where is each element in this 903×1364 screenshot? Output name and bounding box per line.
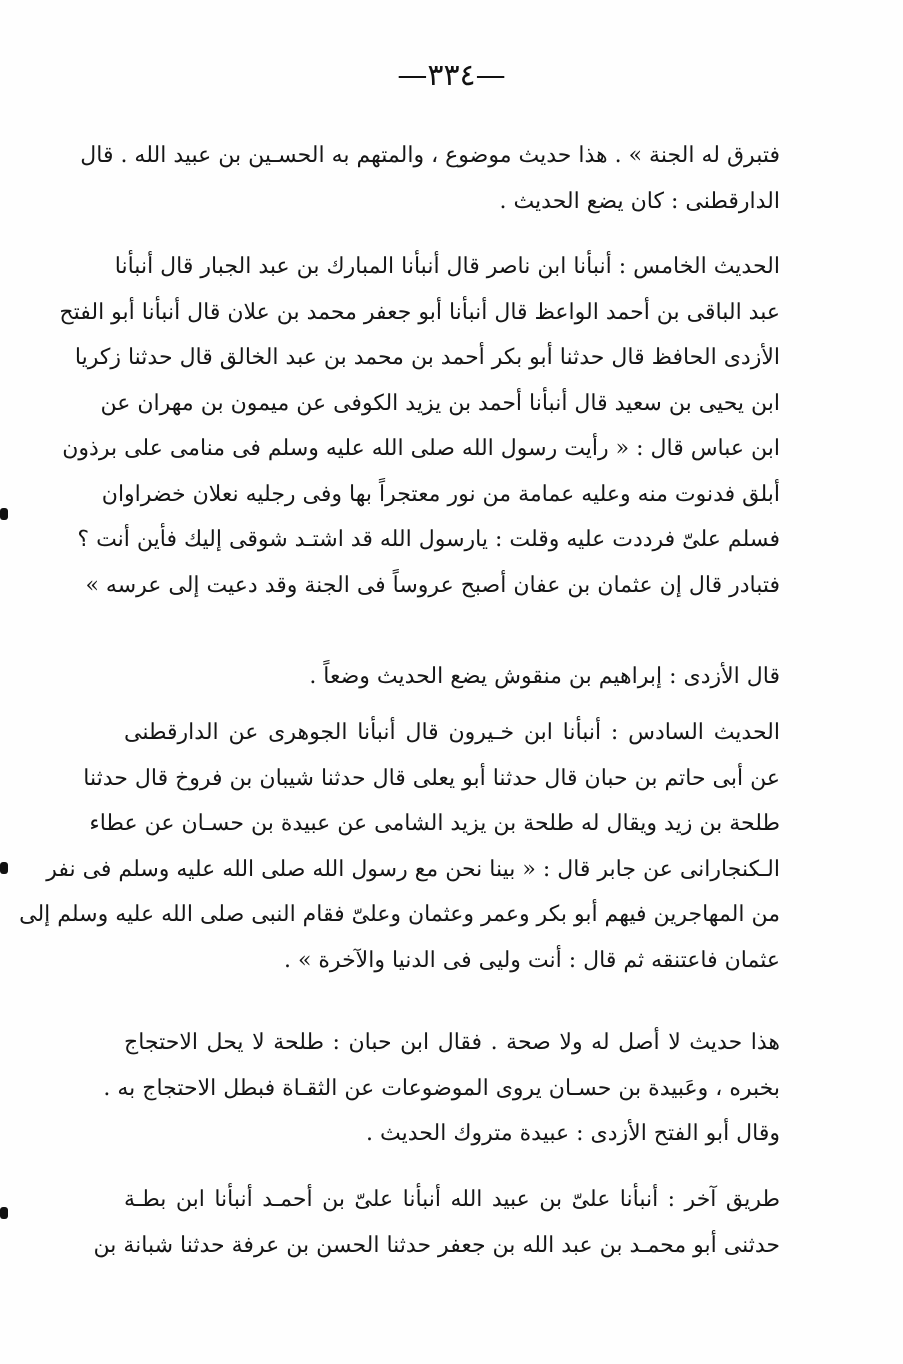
text-line: فتبرق له الجنة » . هذا حديث موضوع ، والمتهم به الحسـين بن عبيد الله . قال bbox=[80, 143, 780, 168]
page-number: —٣٣٤— bbox=[397, 58, 506, 93]
text-line: الحديث الخامس : أنبأنا ابن ناصر قال أنبأنا المبارك بن عبد الجبار قال أنبأنا bbox=[114, 254, 780, 279]
text-line: ابن يحيى بن سعيد قال أنبأنا أحمد بن يزيد الكوفى عن ميمون بن مهران عن bbox=[100, 390, 780, 416]
text-line: قال الأزدى : إبراهيم بن منقوش يضع الحديث وضعاً . bbox=[309, 664, 780, 689]
text-line: ابن عباس قال : « رأيت رسول الله صلى الله عليه وسلم فى منامى على برذون bbox=[62, 436, 780, 461]
text-line: من المهاجرين فيهم أبو بكر وعمر وعثمان وعلىّ فقام النبى صلى الله عليه وسلم إلى bbox=[19, 902, 780, 927]
paragraph-1 bbox=[80, 133, 780, 224]
paragraph-4 bbox=[19, 710, 780, 983]
text-line: وقال أبو الفتح الأزدى : عبيدة متروك الحديث . bbox=[366, 1121, 780, 1146]
text-line: الدارقطنى : كان يضع الحديث . bbox=[499, 188, 780, 214]
text-line: هذا حديث لا أصل له ولا صحة . فقال ابن حبان : طلحة لا يحل الاحتجاج bbox=[124, 1030, 780, 1055]
paragraph-3 bbox=[124, 654, 780, 700]
text-line: عن أبى حاتم بن حبان قال حدثنا أبو يعلى قال حدثنا شيبان بن فروخ قال حدثنا bbox=[83, 765, 780, 791]
margin-mark bbox=[0, 1207, 8, 1219]
text-line: عثمان فاعتنقه ثم قال : أنت وليى فى الدنيا والآخرة » . bbox=[283, 947, 780, 973]
paragraph-5 bbox=[103, 1020, 780, 1157]
text-line: حدثنى أبو محمـد بن عبد الله بن جعفر حدثنا الحسن بن عرفة حدثنا شبانة بن bbox=[93, 1232, 780, 1258]
text-line: الحديث السادس : أنبأنا ابن خـيرون قال أنبأنا الجوهرى عن الدارقطنى bbox=[124, 720, 780, 745]
margin-mark bbox=[0, 862, 8, 874]
text-line: فسلم علىّ فرددت عليه وقلت : يارسول الله قد اشتـد شوقى إليك فأين أنت ؟ bbox=[77, 527, 780, 552]
text-line: بخبره ، وعَبيدة بن حسـان يروى الموضوعات عن الثقـاة فبطل الاحتجاج به . bbox=[103, 1075, 780, 1101]
text-line: فتبادر قال إن عثمان بن عفان أصبح عروساً فى الجنة وقد دعيت إلى عرسه » bbox=[85, 572, 780, 598]
text-line: طريق آخر : أنبأنا علىّ بن عبيد الله أنبأنا علىّ بن أحمـد أنبأنا ابن بطـة bbox=[124, 1187, 780, 1212]
text-line: طلحة بن زيد ويقال له طلحة بن يزيد الشامى عن عبيدة بن حسـان عن عطاء bbox=[89, 811, 780, 836]
text-line: عبد الباقى بن أحمد الواعظ قال أنبأنا أبو جعفر محمد بن علان قال أنبأنا أبو الفتح bbox=[59, 299, 780, 325]
text-line: أبلق فدنوت منه وعليه عمامة من نور معتجراً بها وفى رجليه نعلان خضراوان bbox=[101, 481, 780, 507]
margin-mark bbox=[0, 508, 8, 520]
paragraph-6 bbox=[93, 1177, 780, 1268]
paragraph-2 bbox=[59, 244, 780, 608]
text-line: الـكنجارانى عن جابر قال : « بينا نحن مع رسول الله صلى الله عليه وسلم فى نفر bbox=[46, 856, 780, 882]
text-line: الأزدى الحافظ قال حدثنا أبو بكر أحمد بن محمد بن عبد الخالق قال حدثنا زكريا bbox=[74, 345, 780, 370]
